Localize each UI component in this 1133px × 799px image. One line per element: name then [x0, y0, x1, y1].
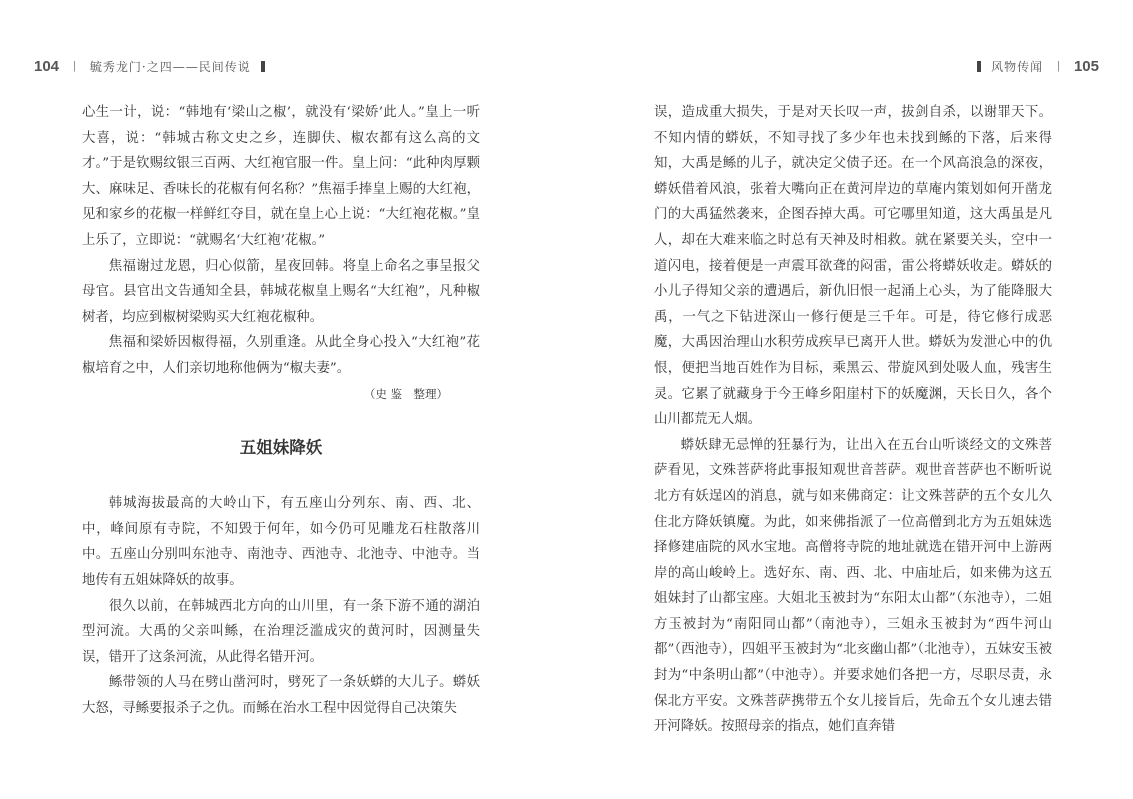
left-running-header [34, 55, 265, 77]
editor-credit: （史 鉴 整理） [363, 386, 448, 401]
story-paragraph: 焦福和梁娇因椒得福，久别重逢。从此全身心投入“大红袍”花椒培育之中，人们亲切地称他俩为“椒夫妻”。 [82, 335, 480, 376]
right-page [566, 0, 1133, 799]
right-running-header [977, 55, 1099, 77]
right-page-number: 105 [1073, 57, 1099, 75]
story-paragraph: 很久以前，在韩城西北方向的山川里，有一条下游不通的湖泊型河流。大禹的父亲叫鲧，在治理泛滥成灾的黄河时，因测量失误，错开了这条河流，从此得名错开河。 [82, 598, 480, 665]
header-divider: | [73, 60, 76, 72]
story-paragraph: 心生一计，说：“韩地有‘梁山之椒’，就没有‘梁娇’此人。”皇上一听大喜，说：“韩城古称文史之乡，连脚伕、椒农都有这么高的文才。”于是钦赐纹银三百两、大红袍官服一件。皇上问：“此种肉厚颗大、麻味足、香味长的花椒有何名称？”焦福手捧皇上赐的大红袍，见和家乡的花椒一样鲜红夺目，就在皇上心上说：“大红袍花椒。”皇上乐了，立即说：“就赐名‘大红袍’花椒。” [82, 105, 480, 248]
story-paragraph: 韩城海拔最高的大岭山下，有五座山分列东、南、西、北、中，峰间原有寺院，不知毁于何年，如今仍可见雕龙石柱散落川中。五座山分别叫东池寺、南池寺、西池寺、北池寺、中池寺。当地传有五姐妹降妖的故事。 [82, 496, 480, 588]
left-running-title: 毓秀龙门·之四——民间传说 [89, 59, 251, 74]
right-page-body [654, 100, 1052, 740]
story-paragraph: 误，造成重大损失，于是对天长叹一声，拔剑自杀，以谢罪天下。不知内情的蟒妖，不知寻找了多少年也未找到鲧的下落，后来得知，大禹是鲧的儿子，就决定父债子还。在一个风高浪急的深夜，蟒妖借着风浪，张着大嘴向正在黄河岸边的草庵内策划如何开凿龙门的大禹猛然袭来，企图吞掉大禹。可它哪里知道，这大禹虽是凡人，却在大难来临之时总有天神及时相救。就在紧要关头，空中一道闪电，接着便是一声震耳欲聋的闷雷，雷公将蟒妖收走。蟒妖的小儿子得知父亲的遭遇后，新仇旧恨一起涌上心头，为了能降服大禹，一气之下钻进深山一修行便是三千年。可是，待它修行成恶魔，大禹因治理山水积劳成疾早已离开人世。蟒妖为发泄心中的仇恨，便把当地百姓作为目标，乘黑云、带旋风到处吸人血，残害生灵。它累了就藏身于今王峰乡阳崖村下的妖魔渊，天长日久，各个山川都荒无人烟。 [654, 105, 1052, 428]
right-running-title: 风物传闻 [991, 59, 1044, 74]
header-divider: | [1057, 60, 1060, 72]
left-page [0, 0, 566, 799]
story-paragraph: 焦福谢过龙恩，归心似箭，星夜回韩。将皇上命名之事呈报父母官。县官出文告通知全县，韩城花椒皇上赐名“大红袍”，凡种椒树者，均应到椒树梁购买大红袍花椒种。 [82, 258, 480, 325]
header-block-marker [977, 61, 981, 72]
section-title: 五姐妹降妖 [239, 438, 323, 458]
left-page-body [82, 100, 480, 721]
left-page-number: 104 [34, 57, 60, 75]
story-paragraph: 鲧带领的人马在劈山凿河时，劈死了一条妖蟒的大儿子。蟒妖大怒，寻鲧要报杀子之仇。而鲧在治水工程中因觉得自己决策失 [82, 675, 480, 716]
header-block-marker [261, 61, 265, 72]
story-paragraph: 蟒妖肆无忌惮的狂暴行为，让出入在五台山听谈经文的文殊菩萨看见，文殊菩萨将此事报知观世音菩萨。观世音菩萨也不断听说北方有妖逞凶的消息，就与如来佛商定：让文殊菩萨的五个女儿久住北方降妖镇魔。为此，如来佛指派了一位高僧到北方为五姐妹选择修建庙院的风水宝地。高僧将寺院的地址就选在错开河中上游两岸的高山峻岭上。选好东、南、西、北、中庙址后，如来佛为这五姐妹封了山都宝座。大姐北玉被封为“东阳太山都”（东池寺），二姐方玉被封为“南阳同山都”（南池寺），三姐永玉被封为“西牛河山都”（西池寺），四姐平玉被封为“北亥幽山都”（北池寺），五妹安玉被封为“中条明山都”（中池寺）。并要求她们各把一方，尽职尽责，永保北方平安。文殊菩萨携带五个女儿接旨后，先命五个女儿速去错开河降妖。按照母亲的指点，她们直奔错 [654, 437, 1052, 735]
